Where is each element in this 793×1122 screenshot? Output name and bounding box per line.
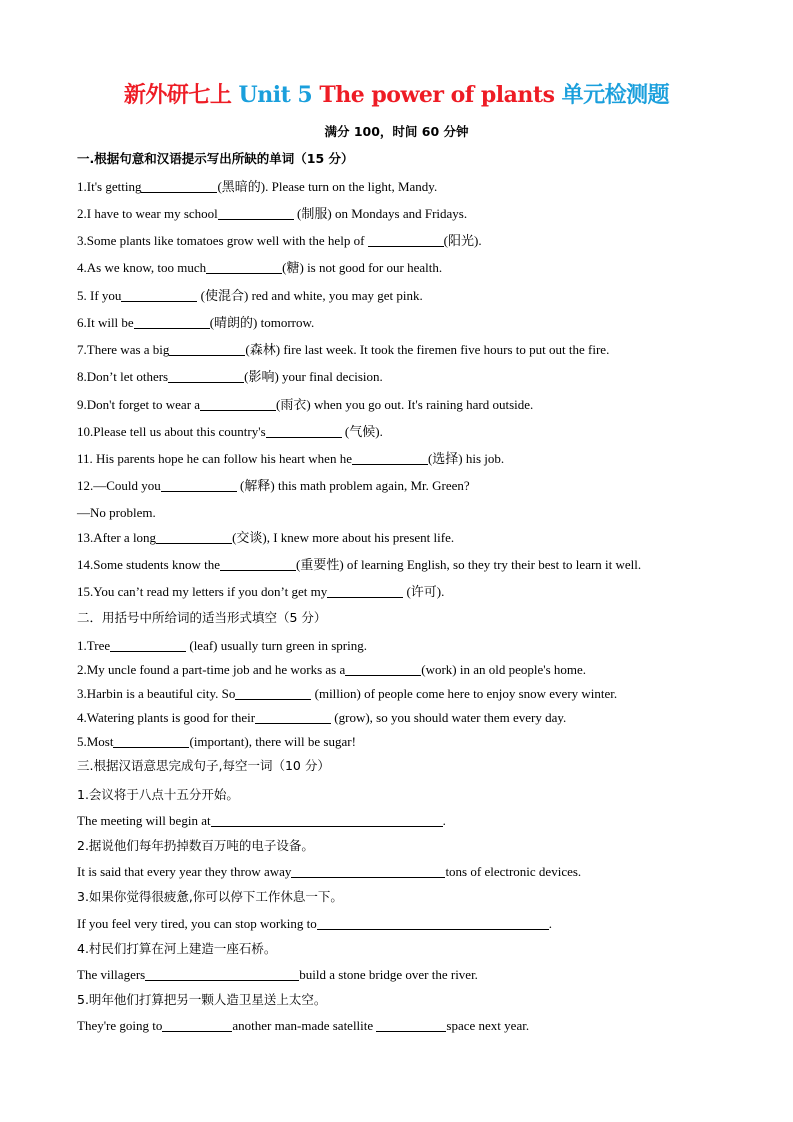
q-text-before: 2.I have to wear my school bbox=[77, 206, 218, 221]
q-text-after: (使混合) red and white, you may get pink. bbox=[197, 288, 423, 303]
answer-blank[interactable] bbox=[345, 662, 421, 676]
s2-question-1 bbox=[77, 637, 367, 654]
q-text-before: It is said that every year they throw away bbox=[77, 864, 292, 879]
answer-blank[interactable] bbox=[220, 557, 296, 571]
s1-question-6 bbox=[77, 314, 314, 331]
q-text-before: The meeting will begin at bbox=[77, 813, 211, 828]
s1-question-8 bbox=[77, 368, 383, 385]
s1-question-4 bbox=[77, 259, 442, 276]
q-text-after: (交谈), I knew more about his present life. bbox=[232, 530, 455, 545]
s1-question-10 bbox=[77, 423, 383, 440]
answer-blank[interactable] bbox=[161, 478, 237, 492]
q-text-before: 2.My uncle found a part-time job and he works as a bbox=[77, 662, 346, 677]
q-text-after: tons of electronic devices. bbox=[445, 864, 582, 879]
q-text-after: (影响) your final decision. bbox=[244, 369, 383, 384]
s1-question-15 bbox=[77, 583, 444, 600]
section1-heading: 一.根据句意和汉语提示写出所缺的单词（15 分） bbox=[77, 151, 354, 166]
q-text-before: 4.As we know, too much bbox=[77, 260, 207, 275]
q-text-after: (解释) this math problem again, Mr. Green? bbox=[236, 478, 470, 493]
q-text-before: 4.Watering plants is good for their bbox=[77, 710, 256, 725]
q-text-after: (晴朗的) tomorrow. bbox=[209, 315, 315, 330]
s3-question-2 bbox=[77, 863, 581, 880]
answer-blank[interactable] bbox=[206, 260, 282, 274]
s1-question-12-reply: —No problem. bbox=[77, 505, 156, 520]
s3-question-4-chinese: 4.村民们打算在河上建造一座石桥。 bbox=[77, 941, 277, 956]
q-text-after: (work) in an old people's home. bbox=[421, 662, 587, 677]
q-text-before: 7.There was a big bbox=[77, 342, 170, 357]
s3-question-3-chinese: 3.如果你觉得很疲惫,你可以停下工作休息一下。 bbox=[77, 889, 343, 904]
q-text-after: (森林) fire last week. It took the firemen five hours to put out the fire. bbox=[245, 342, 610, 357]
q-text-after: (气候). bbox=[341, 424, 383, 439]
answer-blank[interactable] bbox=[368, 233, 444, 247]
s3-question-1-chinese: 1.会议将于八点十五分开始。 bbox=[77, 787, 239, 802]
q-text-before: 14.Some students know the bbox=[77, 557, 220, 572]
answer-blank[interactable] bbox=[141, 179, 217, 193]
q-text-before: 9.Don't forget to wear a bbox=[77, 397, 201, 412]
s2-question-5 bbox=[77, 733, 356, 750]
answer-blank[interactable] bbox=[291, 864, 445, 878]
q-text-after: (黑暗的). Please turn on the light, Mandy. bbox=[217, 179, 438, 194]
q-text-after: (阳光). bbox=[443, 233, 482, 248]
answer-blank[interactable] bbox=[327, 584, 403, 598]
answer-blank[interactable] bbox=[218, 206, 294, 220]
q-text-after: (选择) his job. bbox=[427, 451, 505, 466]
answer-blank[interactable] bbox=[235, 686, 311, 700]
s1-question-12 bbox=[77, 477, 470, 494]
q-text-after: (leaf) usually turn green in spring. bbox=[186, 638, 367, 653]
s3-question-4 bbox=[77, 966, 478, 983]
answer-blank[interactable] bbox=[134, 315, 210, 329]
title-suffix: 单元检测题 bbox=[554, 82, 670, 108]
answer-blank[interactable] bbox=[211, 813, 443, 827]
q-text-before: 12.—Could you bbox=[77, 478, 161, 493]
answer-blank[interactable] bbox=[162, 1018, 232, 1032]
q-text-before: If you feel very tired, you can stop working to bbox=[77, 916, 317, 931]
title-unit: Unit 5 bbox=[238, 82, 313, 108]
q-text-before: 5.Most bbox=[77, 734, 114, 749]
s1-question-1 bbox=[77, 178, 437, 195]
q-text-after: (制服) on Mondays and Fridays. bbox=[293, 206, 468, 221]
answer-blank[interactable] bbox=[121, 288, 197, 302]
q-text-before: 3.Some plants like tomatoes grow well with the help of bbox=[77, 233, 368, 248]
section3-heading: 三.根据汉语意思完成句子,每空一词（10 分） bbox=[77, 758, 330, 773]
answer-blank[interactable] bbox=[266, 424, 342, 438]
q-text-after: space next year. bbox=[446, 1018, 530, 1033]
q-text-before: 1.It's getting bbox=[77, 179, 142, 194]
s1-question-14 bbox=[77, 556, 641, 573]
q-text-before: 10.Please tell us about this country's bbox=[77, 424, 266, 439]
q-text-after: (雨衣) when you go out. It's raining hard outside. bbox=[276, 397, 534, 412]
q-text-after: . bbox=[442, 813, 446, 828]
answer-blank[interactable] bbox=[352, 451, 428, 465]
answer-blank[interactable] bbox=[317, 916, 549, 930]
s1-question-7 bbox=[77, 341, 609, 358]
answer-blank[interactable] bbox=[113, 734, 189, 748]
q-text-after: (许可). bbox=[403, 584, 445, 599]
q-text-after: (重要性) of learning English, so they try their best to learn it well. bbox=[296, 557, 642, 572]
s1-question-13 bbox=[77, 529, 454, 546]
score-time-info: 满分 100，时间 60 分钟 bbox=[324, 124, 469, 139]
q-text-before: 13.After a long bbox=[77, 530, 157, 545]
title-topic: The power of plants bbox=[312, 82, 555, 108]
s3-question-5-chinese: 5.明年他们打算把另一颗人造卫星送上太空。 bbox=[77, 992, 327, 1007]
section2-heading: 二．用括号中所给词的适当形式填空（5 分） bbox=[77, 610, 327, 625]
s2-question-2 bbox=[77, 661, 586, 678]
answer-blank[interactable] bbox=[168, 369, 244, 383]
title-prefix: 新外研七上 bbox=[123, 82, 239, 108]
s3-question-3 bbox=[77, 915, 552, 932]
q-text-before: The villagers bbox=[77, 967, 146, 982]
q-text-before: 1.Tree bbox=[77, 638, 111, 653]
s2-question-4 bbox=[77, 709, 566, 726]
q-text-before: 11. His parents hope he can follow his heart when he bbox=[77, 451, 352, 466]
s1-question-11 bbox=[77, 450, 504, 467]
s2-question-3 bbox=[77, 685, 617, 702]
s3-question-5 bbox=[77, 1017, 529, 1034]
q-text-after: (important), there will be sugar! bbox=[189, 734, 356, 749]
s1-question-2 bbox=[77, 205, 467, 222]
q-text-before: 6.It will be bbox=[77, 315, 134, 330]
answer-blank[interactable] bbox=[110, 638, 186, 652]
q-text-after: (million) of people come here to enjoy snow every winter. bbox=[311, 686, 618, 701]
q-text-after: build a stone bridge over the river. bbox=[299, 967, 478, 982]
answer-blank[interactable] bbox=[145, 967, 299, 981]
q-text-before: 15.You can’t read my letters if you don’t get my bbox=[77, 584, 328, 599]
s1-question-9 bbox=[77, 396, 533, 413]
answer-blank[interactable] bbox=[255, 710, 331, 724]
q-text-after: . bbox=[548, 916, 552, 931]
page-title bbox=[0, 78, 793, 109]
s1-question-5 bbox=[77, 287, 423, 304]
q-text-before: 8.Don’t let others bbox=[77, 369, 169, 384]
s1-question-3 bbox=[77, 232, 482, 249]
q-text-before: 3.Harbin is a beautiful city. So bbox=[77, 686, 236, 701]
answer-blank[interactable] bbox=[200, 397, 276, 411]
s3-question-1 bbox=[77, 812, 446, 829]
q-text-before: 5. If you bbox=[77, 288, 122, 303]
q-text-middle: another man-made satellite bbox=[232, 1018, 377, 1033]
q-text-after: (grow), so you should water them every day. bbox=[331, 710, 567, 725]
answer-blank[interactable] bbox=[169, 342, 245, 356]
answer-blank[interactable] bbox=[156, 530, 232, 544]
s3-question-2-chinese: 2.据说他们每年扔掉数百万吨的电子设备。 bbox=[77, 838, 314, 853]
answer-blank[interactable] bbox=[376, 1018, 446, 1032]
q-text-before: They're going to bbox=[77, 1018, 163, 1033]
q-text-after: (糖) is not good for our health. bbox=[282, 260, 443, 275]
